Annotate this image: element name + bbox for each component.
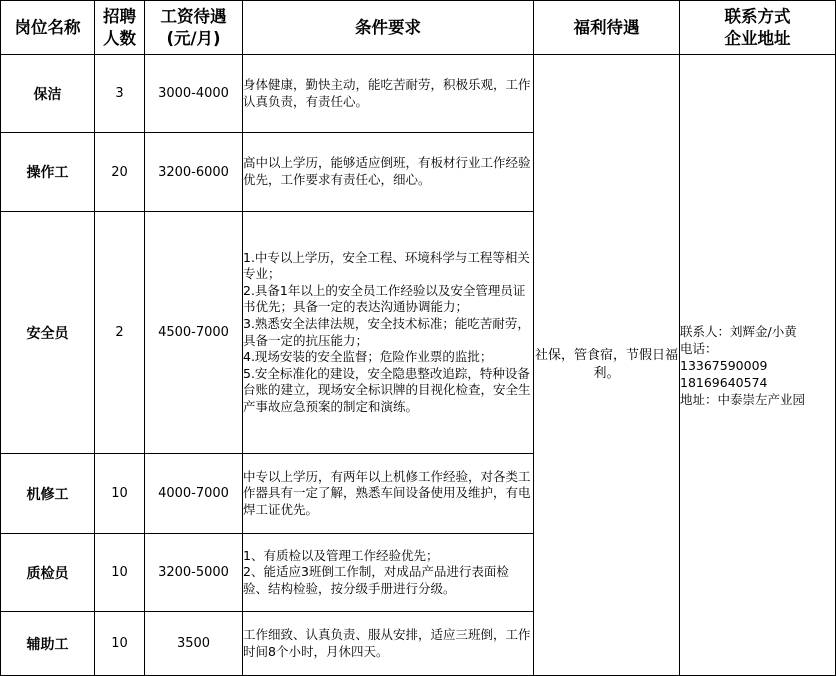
header-count-line2: 人数 <box>103 28 136 48</box>
headcount: 10 <box>95 612 145 676</box>
position-name: 保洁 <box>1 55 95 133</box>
header-row <box>1 1 836 55</box>
contact-info <box>680 55 836 676</box>
contact-address: 地址：中泰崇左产业园 <box>680 391 806 407</box>
header-salary <box>145 1 243 55</box>
salary-range: 4500-7000 <box>145 212 243 454</box>
contact-phone-1: 13367590009 <box>680 357 768 373</box>
salary-range: 3500 <box>145 612 243 676</box>
requirements-text: 1.中专以上学历，安全工程、环境科学与工程等相关专业； 2.具备1年以上的安全员工作经验以及安全管理员证书优先；具备一定的表达沟通协调能力； 3.熟悉安全法律法规，安全技术标准；能吃苦耐劳，具备一定的抗压能力； 4.现场安装的安全监督；危险作业票的监批； 5.安全标准化的建设，安全隐患整改追踪，特种设备台账的建立，现场安全标识牌的目视化检查，安全生产事故应急预案的制定和演练。 <box>243 212 534 454</box>
header-salary-line2: (元/月) <box>166 28 221 48</box>
table-row <box>1 55 836 133</box>
headcount: 2 <box>95 212 145 454</box>
header-benefits: 福利待遇 <box>534 1 680 55</box>
salary-range: 3200-6000 <box>145 133 243 212</box>
requirements-text: 身体健康，勤快主动，能吃苦耐劳，积极乐观，工作认真负责，有责任心。 <box>243 55 534 133</box>
requirements-text: 高中以上学历，能够适应倒班，有板材行业工作经验优先，工作要求有责任心，细心。 <box>243 133 534 212</box>
position-name: 操作工 <box>1 133 95 212</box>
contact-phone-2: 18169640574 <box>680 374 768 390</box>
salary-range: 4000-7000 <box>145 454 243 534</box>
position-name: 辅助工 <box>1 612 95 676</box>
salary-range: 3200-5000 <box>145 534 243 612</box>
header-contact-line2: 企业地址 <box>724 28 791 48</box>
position-name: 安全员 <box>1 212 95 454</box>
position-name: 质检员 <box>1 534 95 612</box>
header-position: 岗位名称 <box>1 1 95 55</box>
salary-range: 3000-4000 <box>145 55 243 133</box>
headcount: 3 <box>95 55 145 133</box>
headcount: 10 <box>95 454 145 534</box>
requirements-text: 工作细致、认真负责、服从安排，适应三班倒，工作时间8个小时，月休四天。 <box>243 612 534 676</box>
header-contact-line1: 联系方式 <box>724 6 791 26</box>
header-count-line1: 招聘 <box>103 6 136 26</box>
header-count <box>95 1 145 55</box>
contact-person: 联系人：刘辉金/小黄 <box>680 323 797 339</box>
requirements-text: 1、有质检以及管理工作经验优先； 2、能适应3班倒工作制，对成品产品进行表面检验、结构检验，按分级手册进行分级。 <box>243 534 534 612</box>
header-salary-line1: 工资待遇 <box>160 6 227 26</box>
header-contact <box>680 1 836 55</box>
header-requirements: 条件要求 <box>243 1 534 55</box>
headcount: 20 <box>95 133 145 212</box>
benefits-text: 社保，管食宿，节假日福利。 <box>534 55 680 676</box>
contact-phone-label: 电话： <box>680 340 718 356</box>
requirements-text: 中专以上学历，有两年以上机修工作经验，对各类工作器具有一定了解，熟悉车间设备使用及维护，有电焊工证优先。 <box>243 454 534 534</box>
position-name: 机修工 <box>1 454 95 534</box>
headcount: 10 <box>95 534 145 612</box>
